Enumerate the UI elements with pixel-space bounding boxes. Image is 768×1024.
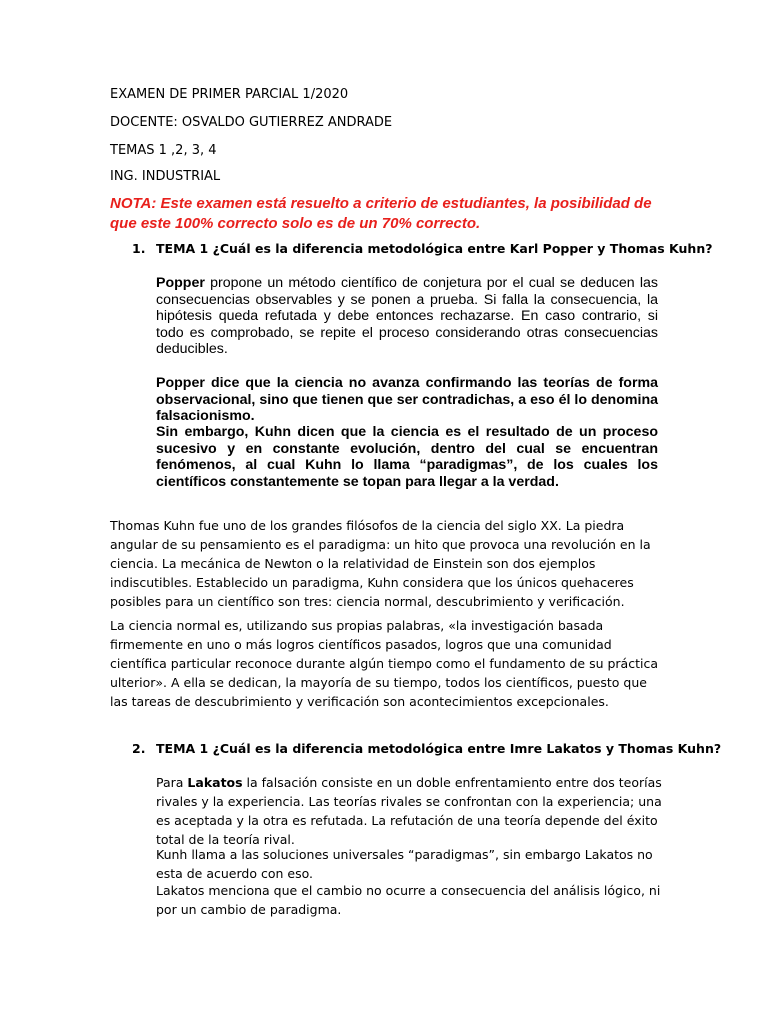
- lakatos-change-paragraph: Lakatos menciona que el cambio no ocurre a consecuencia del análisis lógico, ni por un cambio de paradigma.: [156, 883, 661, 917]
- question-2-number: 2.: [132, 741, 146, 756]
- popper-paragraph: [156, 275, 658, 358]
- normal-science-paragraph: La ciencia normal es, utilizando sus propias palabras, «la investigación basada firmemente en uno o más logros científicos pasados, logros que una comunidad científica particular reconoce durante algún tiempo como el fundamento de su práctica ulterior». A ella se dedican, la mayoría de su tiempo, todos los científicos, puesto que las tareas de descubrimiento y verificación son acontecimientos excepcionales.: [110, 618, 658, 709]
- falsacionismo-paragraph: Popper dice que la ciencia no avanza confirmando las teorías de forma observacional, sino que tienen que ser contradichas, a eso él lo denomina falsacionismo.: [156, 375, 658, 425]
- lakatos-para-prefix: Para: [156, 775, 188, 790]
- question-1-number: 1.: [132, 241, 146, 256]
- exam-note: NOTA: Este examen está resuelto a criterio de estudiantes, la posibilidad de que este 100% correcto solo es de un 70% correcto.: [110, 195, 652, 232]
- exam-title: EXAMEN DE PRIMER PARCIAL 1/2020: [110, 87, 349, 102]
- kunh-paragraph: Kunh llama a las soluciones universales “paradigmas”, sin embargo Lakatos no esta de acuerdo con eso.: [156, 847, 653, 881]
- question-2-text: TEMA 1 ¿Cuál es la diferencia metodológica entre Imre Lakatos y Thomas Kuhn?: [156, 741, 722, 756]
- teacher-line: DOCENTE: OSVALDO GUTIERREZ ANDRADE: [110, 115, 393, 130]
- popper-text: propone un método científico de conjetura por el cual se deducen las consecuencias observables y se ponen a prueba. Si falla la consecuencia, la hipótesis queda refutada y debe entonces rechazarse. En caso contrario, si todo es comprobado, se repite el proceso considerando otras consecuencias deducibles.: [156, 275, 658, 358]
- career-line: ING. INDUSTRIAL: [110, 169, 221, 184]
- kuhn-paragraph: Thomas Kuhn fue uno de los grandes filósofos de la ciencia del siglo XX. La piedra angular de su pensamiento es el paradigma: un hito que provoca una revolución en la ciencia. La mecánica de Newton o la relatividad de Einstein son dos ejemplos indiscutibles. Establecido un paradigma, Kuhn considera que los únicos quehaceres posibles para un científico son tres: ciencia normal, descubrimiento y verificación.: [110, 518, 651, 609]
- lakatos-paragraph: [156, 773, 662, 849]
- popper-name: Popper: [156, 275, 205, 291]
- topics-line: TEMAS 1 ,2, 3, 4: [110, 143, 217, 158]
- lakatos-para-rest: la falsación consiste en un doble enfrentamiento entre dos teorías rivales y la experiencia. Las teorías rivales se confrontan con la experiencia; una es aceptada y la otra es refutada. La refutación de una teoría depende del éxito total de la teoría rival.: [156, 775, 662, 847]
- kuhn-paradigm-paragraph: Sin embargo, Kuhn dicen que la ciencia es el resultado de un proceso sucesivo y en constante evolución, dentro del cual se encuentran fenómenos, al cual Kuhn lo llama “paradigmas”, de los cuales los científicos constantemente se topan para llegar a la verdad.: [156, 424, 658, 490]
- question-1-text: TEMA 1 ¿Cuál es la diferencia metodológica entre Karl Popper y Thomas Kuhn?: [156, 241, 713, 256]
- lakatos-name: Lakatos: [187, 775, 243, 790]
